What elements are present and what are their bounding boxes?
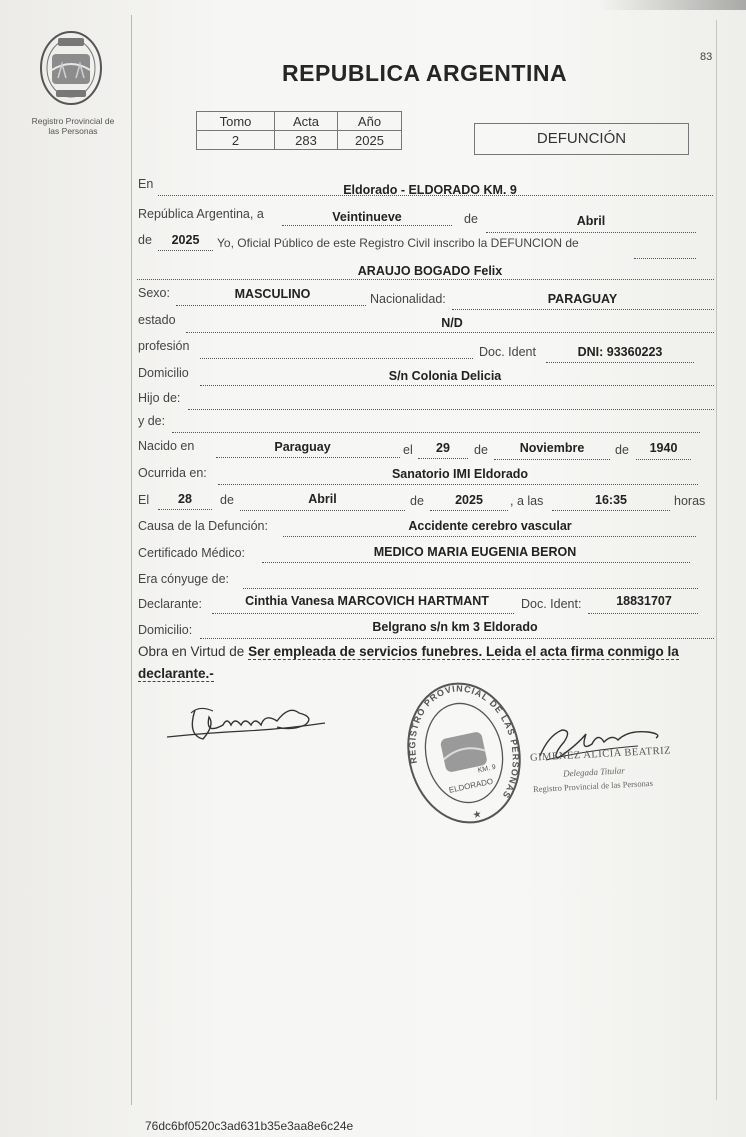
dotted-line	[494, 459, 610, 460]
scan-shadow	[600, 0, 746, 10]
registry-caption-line1: Registro Provincial de	[31, 116, 115, 126]
label-estado: estado	[138, 313, 176, 327]
death-month-value: Abril	[308, 492, 337, 506]
label-horas: horas	[674, 494, 706, 508]
dotted-line	[240, 510, 405, 511]
label-profesion: profesión	[138, 339, 190, 353]
sex-value: MASCULINO	[234, 287, 311, 301]
star-icon: ★	[471, 808, 483, 822]
dotted-line	[158, 509, 212, 510]
dotted-line	[283, 536, 696, 537]
dotted-line	[158, 250, 213, 251]
right-margin-line	[716, 20, 717, 1100]
birth-year-value: 1940	[649, 441, 678, 455]
officer-name-stamp: GIMENEZ ALICIA BEATRIZ	[529, 745, 672, 764]
seal-city: ELDORADO	[448, 776, 494, 795]
dotted-line	[188, 409, 714, 410]
closing-text-line2: declarante.-	[138, 666, 214, 681]
label-a-las: , a las	[510, 494, 544, 508]
label-de: de	[615, 443, 629, 457]
closing-lead: Obra en Virtud de	[138, 644, 245, 659]
birth-day-value: 29	[436, 441, 450, 455]
place-value: Eldorado - ELDORADO KM. 9	[343, 183, 517, 197]
inscription-text: Yo, Oficial Público de este Registro Civil inscribo la DEFUNCION de	[217, 236, 579, 250]
label-de: de	[138, 233, 152, 247]
label-de: de	[474, 443, 488, 457]
dotted-line	[486, 232, 696, 233]
declarant-name-value: Cinthia Vanesa MARCOVICH HARTMANT	[245, 594, 489, 608]
label-domicilio: Domicilio	[138, 366, 189, 380]
label-nacionalidad: Nacionalidad:	[370, 292, 446, 306]
day-words-value: Veintinueve	[332, 210, 402, 224]
label-doc-ident: Doc. Ident	[479, 345, 536, 359]
acta-value: 283	[275, 131, 338, 150]
officer-org-stamp: Registro Provincial de las Personas	[532, 777, 654, 795]
dotted-line	[282, 225, 452, 226]
label-el: El	[138, 493, 150, 507]
officer-role-stamp: Delegada Titular	[562, 765, 625, 779]
cause-of-death-value: Accidente cerebro vascular	[408, 519, 572, 533]
document-title: REPUBLICA ARGENTINA	[282, 60, 568, 86]
dotted-line	[634, 258, 696, 259]
dotted-line	[186, 332, 714, 333]
seal-ring-text: REGISTRO PROVINCIAL DE LAS PERSONAS	[407, 683, 521, 801]
declarant-signature	[165, 695, 330, 750]
closing-reason: Ser empleada de servicios funebres. Leida el acta firma conmigo la	[248, 644, 679, 659]
label-el: el	[403, 443, 413, 457]
death-year-value: 2025	[455, 493, 483, 507]
dotted-line	[218, 484, 698, 485]
declarant-doc-value: 18831707	[616, 594, 672, 608]
label-declarante: Declarante:	[138, 597, 202, 611]
death-time-value: 16:35	[595, 493, 627, 507]
label-sexo: Sexo:	[138, 286, 170, 300]
acta-header: Acta	[275, 112, 338, 131]
dotted-line	[200, 385, 714, 386]
label-de: de	[464, 212, 478, 226]
death-day-value: 28	[178, 492, 192, 506]
birthplace-value: Paraguay	[274, 440, 331, 454]
year-value: 2025	[171, 233, 200, 247]
registry-caption-line2: las Personas	[48, 126, 98, 136]
label-y-de: y de:	[138, 414, 166, 428]
death-place-value: Sanatorio IMI Eldorado	[391, 467, 529, 481]
seal-km: KM. 9	[477, 763, 497, 775]
official-registry-seal	[405, 677, 523, 829]
dotted-line	[430, 510, 508, 511]
dotted-line	[200, 638, 714, 639]
dotted-line	[172, 432, 700, 433]
dotted-line	[212, 613, 514, 614]
label-en: En	[138, 177, 154, 191]
label-certificado: Certificado Médico:	[138, 546, 245, 560]
dotted-line	[262, 562, 690, 563]
page-number: 83	[700, 51, 713, 63]
dotted-line	[452, 309, 714, 310]
address-value: S/n Colonia Delicia	[388, 369, 502, 383]
tomo-header: Tomo	[197, 112, 275, 131]
civil-status-value: N/D	[441, 316, 463, 330]
deceased-name-value: ARAUJO BOGADO Felix	[357, 264, 503, 278]
dotted-line	[546, 362, 694, 363]
nationality-value: PARAGUAY	[547, 292, 618, 306]
left-margin-line	[131, 15, 132, 1105]
label-hijo-de: Hijo de:	[138, 391, 181, 405]
label-nacido-en: Nacido en	[138, 439, 195, 453]
medical-certificate-value: MEDICO MARIA EUGENIA BERON	[373, 545, 577, 559]
registry-caption	[18, 116, 128, 136]
dotted-line	[216, 457, 400, 458]
act-type-box: DEFUNCIÓN	[474, 123, 689, 155]
birth-month-value: Noviembre	[519, 441, 585, 455]
label-de: de	[410, 494, 424, 508]
dotted-line	[588, 613, 698, 614]
label-ocurrida-en: Ocurrida en:	[138, 466, 207, 480]
dotted-line	[636, 459, 691, 460]
document-value: DNI: 93360223	[577, 345, 663, 359]
label-causa: Causa de la Defunción:	[138, 519, 268, 533]
closing-text-line1	[138, 644, 715, 659]
dotted-line	[176, 305, 366, 306]
label-domicilio: Domicilio:	[138, 623, 193, 637]
tomo-acta-anio-table	[196, 111, 402, 150]
dotted-line	[552, 510, 670, 511]
anio-header: Año	[338, 112, 402, 131]
label-republica: República Argentina, a	[138, 207, 264, 221]
label-de: de	[220, 493, 234, 507]
document-hash: 76dc6bf0520c3ad631b35e3aa8e6c24e	[145, 1119, 354, 1133]
label-conyuge: Era cónyuge de:	[138, 572, 230, 586]
dotted-line	[137, 279, 714, 280]
tomo-value: 2	[197, 131, 275, 150]
label-doc-ident: Doc. Ident:	[521, 597, 582, 611]
dotted-line	[243, 588, 698, 589]
province-coat-of-arms-logo	[38, 28, 104, 106]
dotted-line	[418, 458, 468, 459]
declarant-address-value: Belgrano s/n km 3 Eldorado	[372, 620, 538, 634]
anio-value: 2025	[338, 131, 402, 150]
dotted-line	[200, 358, 473, 359]
month-value: Abril	[576, 214, 606, 228]
